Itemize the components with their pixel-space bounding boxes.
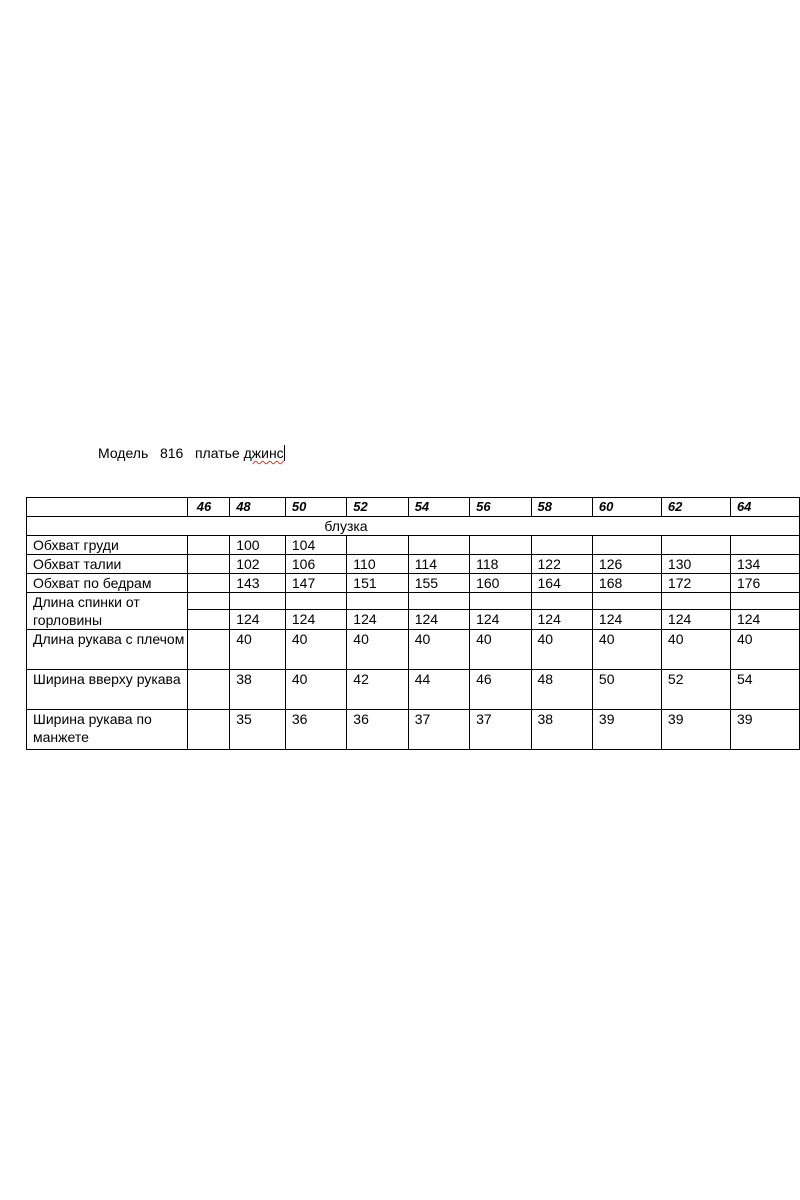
value-cell: 151 bbox=[347, 574, 408, 593]
table-row bbox=[27, 630, 800, 670]
value-cell: 172 bbox=[661, 574, 730, 593]
size-header-cell: 52 bbox=[347, 498, 408, 517]
value-cell: 44 bbox=[408, 670, 469, 710]
value-cell-empty bbox=[187, 593, 230, 610]
value-cell: 176 bbox=[730, 574, 799, 593]
value-cell: 42 bbox=[347, 670, 408, 710]
value-cell bbox=[187, 536, 230, 555]
value-cell bbox=[187, 574, 230, 593]
size-chart-table bbox=[26, 497, 800, 750]
value-cell bbox=[187, 710, 230, 750]
section-label: блузка bbox=[27, 517, 800, 536]
size-header-cell: 48 bbox=[230, 498, 286, 517]
value-cell bbox=[661, 536, 730, 555]
value-cell: 110 bbox=[347, 555, 408, 574]
value-cell: 40 bbox=[730, 630, 799, 670]
table-row bbox=[27, 555, 800, 574]
value-cell: 37 bbox=[470, 710, 531, 750]
value-cell: 37 bbox=[408, 710, 469, 750]
value-cell bbox=[187, 555, 230, 574]
value-cell-empty bbox=[592, 593, 661, 610]
value-cell: 124 bbox=[285, 610, 346, 630]
value-cell: 40 bbox=[347, 630, 408, 670]
value-cell bbox=[592, 536, 661, 555]
value-cell bbox=[408, 536, 469, 555]
value-cell: 130 bbox=[661, 555, 730, 574]
size-header-cell: 62 bbox=[661, 498, 730, 517]
title-model-number: 816 bbox=[159, 445, 184, 461]
value-cell: 40 bbox=[285, 670, 346, 710]
value-cell: 100 bbox=[230, 536, 286, 555]
row-label: Обхват груди bbox=[27, 536, 188, 555]
value-cell: 35 bbox=[230, 710, 286, 750]
value-cell-empty bbox=[347, 593, 408, 610]
value-cell: 54 bbox=[730, 670, 799, 710]
table-row bbox=[27, 574, 800, 593]
value-cell: 124 bbox=[230, 610, 286, 630]
value-cell: 124 bbox=[470, 610, 531, 630]
title-product-spellcheck-word: джинс bbox=[243, 445, 284, 461]
value-cell: 126 bbox=[592, 555, 661, 574]
value-cell bbox=[187, 670, 230, 710]
value-cell: 134 bbox=[730, 555, 799, 574]
value-cell: 143 bbox=[230, 574, 286, 593]
value-cell: 40 bbox=[230, 630, 286, 670]
value-cell: 46 bbox=[470, 670, 531, 710]
section-row bbox=[27, 517, 800, 536]
value-cell: 124 bbox=[592, 610, 661, 630]
value-cell: 40 bbox=[408, 630, 469, 670]
value-cell-empty bbox=[730, 593, 799, 610]
row-label: Длина спинки от горловины bbox=[27, 593, 188, 630]
value-cell: 104 bbox=[285, 536, 346, 555]
row-label: Обхват по бедрам bbox=[27, 574, 188, 593]
value-cell: 124 bbox=[661, 610, 730, 630]
value-cell: 118 bbox=[470, 555, 531, 574]
value-cell: 160 bbox=[470, 574, 531, 593]
size-header-cell: 54 bbox=[408, 498, 469, 517]
value-cell: 36 bbox=[285, 710, 346, 750]
value-cell-empty bbox=[230, 593, 286, 610]
size-header-cell: 60 bbox=[592, 498, 661, 517]
size-header-row bbox=[27, 498, 800, 517]
table-row bbox=[27, 710, 800, 750]
value-cell: 40 bbox=[531, 630, 592, 670]
value-cell bbox=[187, 610, 230, 630]
value-cell-empty bbox=[470, 593, 531, 610]
text-cursor bbox=[284, 445, 285, 461]
value-cell bbox=[187, 630, 230, 670]
value-cell: 40 bbox=[592, 630, 661, 670]
value-cell: 155 bbox=[408, 574, 469, 593]
value-cell: 52 bbox=[661, 670, 730, 710]
value-cell: 124 bbox=[347, 610, 408, 630]
value-cell: 38 bbox=[230, 670, 286, 710]
header-corner-cell bbox=[27, 498, 188, 517]
value-cell: 168 bbox=[592, 574, 661, 593]
title-product: платье bbox=[194, 445, 244, 461]
value-cell: 102 bbox=[230, 555, 286, 574]
value-cell: 39 bbox=[730, 710, 799, 750]
value-cell: 50 bbox=[592, 670, 661, 710]
document-title bbox=[98, 444, 285, 462]
value-cell: 38 bbox=[531, 710, 592, 750]
value-cell bbox=[347, 536, 408, 555]
value-cell bbox=[730, 536, 799, 555]
value-cell-empty bbox=[661, 593, 730, 610]
size-header-cell: 46 bbox=[187, 498, 230, 517]
title-model-label: Модель bbox=[98, 445, 149, 461]
value-cell: 114 bbox=[408, 555, 469, 574]
value-cell bbox=[531, 536, 592, 555]
value-cell: 124 bbox=[730, 610, 799, 630]
value-cell-empty bbox=[408, 593, 469, 610]
size-header-cell: 58 bbox=[531, 498, 592, 517]
value-cell: 40 bbox=[661, 630, 730, 670]
table-row bbox=[27, 670, 800, 710]
value-cell bbox=[470, 536, 531, 555]
size-header-cell: 64 bbox=[730, 498, 799, 517]
value-cell: 147 bbox=[285, 574, 346, 593]
value-cell: 36 bbox=[347, 710, 408, 750]
value-cell: 40 bbox=[470, 630, 531, 670]
row-label: Длина рукава с плечом bbox=[27, 630, 188, 670]
value-cell: 39 bbox=[661, 710, 730, 750]
table-row bbox=[27, 536, 800, 555]
value-cell: 48 bbox=[531, 670, 592, 710]
value-cell: 124 bbox=[531, 610, 592, 630]
value-cell: 40 bbox=[285, 630, 346, 670]
size-header-cell: 56 bbox=[470, 498, 531, 517]
value-cell-empty bbox=[531, 593, 592, 610]
value-cell: 106 bbox=[285, 555, 346, 574]
row-label: Ширина рукава по манжете bbox=[27, 710, 188, 750]
value-cell-empty bbox=[285, 593, 346, 610]
table-row bbox=[27, 593, 800, 610]
value-cell: 39 bbox=[592, 710, 661, 750]
row-label: Обхват талии bbox=[27, 555, 188, 574]
row-label: Ширина вверху рукава bbox=[27, 670, 188, 710]
size-header-cell: 50 bbox=[285, 498, 346, 517]
value-cell: 164 bbox=[531, 574, 592, 593]
value-cell: 124 bbox=[408, 610, 469, 630]
value-cell: 122 bbox=[531, 555, 592, 574]
